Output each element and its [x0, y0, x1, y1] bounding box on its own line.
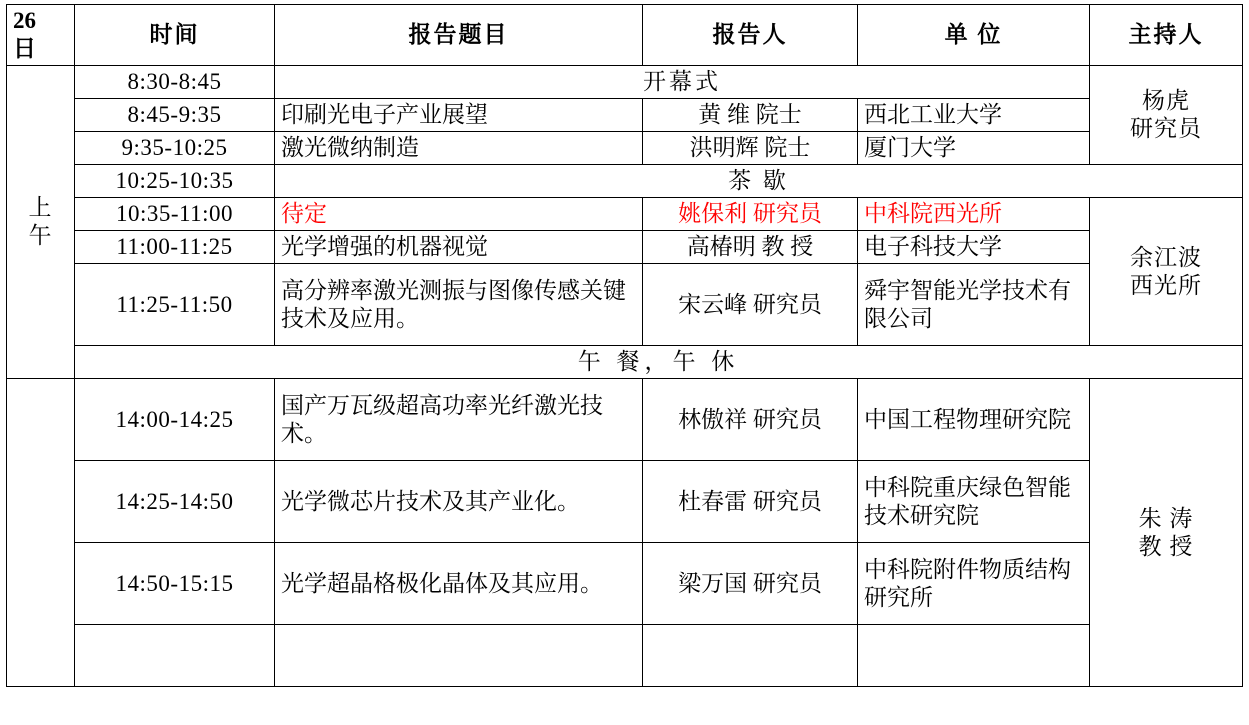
header-chair: 主持人: [1090, 5, 1243, 66]
header-speaker: 报告人: [643, 5, 858, 66]
chair-line1: 杨虎: [1142, 88, 1190, 114]
row-topic: [275, 625, 643, 687]
row-org: 舜宇智能光学技术有限公司: [858, 264, 1090, 346]
table-row: [7, 231, 1243, 264]
session-label-morning-line1: 上: [28, 195, 53, 221]
row-org: 中国工程物理研究院: [858, 379, 1090, 461]
row-org: 中科院附件物质结构研究所: [858, 543, 1090, 625]
table-row-partial: [7, 625, 1243, 687]
row-time: 8:30-8:45: [75, 66, 275, 99]
header-day-line1: 26: [13, 8, 36, 33]
header-day: [7, 5, 75, 66]
row-speaker: 洪明辉 院士: [643, 132, 858, 165]
row-org: 电子科技大学: [858, 231, 1090, 264]
row-org: 西北工业大学: [858, 99, 1090, 132]
row-time: 10:25-10:35: [75, 165, 275, 198]
table-row: [7, 66, 1243, 99]
row-time: 11:00-11:25: [75, 231, 275, 264]
chair-line2: 西光所: [1130, 272, 1202, 298]
row-lunch: 午 餐，午 休: [75, 346, 1243, 379]
row-speaker: 黄 维 院士: [643, 99, 858, 132]
table-row: [7, 264, 1243, 346]
row-org: [858, 625, 1090, 687]
row-time: 14:00-14:25: [75, 379, 275, 461]
chair-line1: 朱 涛: [1138, 505, 1194, 531]
table-row: [7, 99, 1243, 132]
row-chair: [1090, 66, 1243, 165]
session-label-morning-line2: 午: [28, 223, 53, 249]
table-header-row: [7, 5, 1243, 66]
row-time: 10:35-11:00: [75, 198, 275, 231]
row-speaker: 梁万国 研究员: [643, 543, 858, 625]
table-row: [7, 132, 1243, 165]
table-row-tea-break: [7, 165, 1243, 198]
row-org: 厦门大学: [858, 132, 1090, 165]
row-speaker: [643, 625, 858, 687]
table-row-lunch: [7, 346, 1243, 379]
header-topic: 报告题目: [275, 5, 643, 66]
row-topic: 高分辨率激光测振与图像传感关键技术及应用。: [275, 264, 643, 346]
row-org: 中科院西光所: [858, 198, 1090, 231]
row-speaker: 高椿明 教 授: [643, 231, 858, 264]
row-topic: 国产万瓦级超高功率光纤激光技术。: [275, 379, 643, 461]
table-row: [7, 379, 1243, 461]
header-time: 时间: [75, 5, 275, 66]
session-label-morning: [7, 66, 75, 379]
row-org: 中科院重庆绿色智能技术研究院: [858, 461, 1090, 543]
row-topic: 印刷光电子产业展望: [275, 99, 643, 132]
row-speaker: 杜春雷 研究员: [643, 461, 858, 543]
table-row: [7, 461, 1243, 543]
row-time: 14:25-14:50: [75, 461, 275, 543]
row-topic: 光学超晶格极化晶体及其应用。: [275, 543, 643, 625]
table-row: [7, 543, 1243, 625]
session-label-afternoon: [7, 379, 75, 687]
row-speaker: 林傲祥 研究员: [643, 379, 858, 461]
row-time: 8:45-9:35: [75, 99, 275, 132]
row-topic: 待定: [275, 198, 643, 231]
chair-line1: 余江波: [1130, 244, 1202, 270]
row-topic: 激光微纳制造: [275, 132, 643, 165]
chair-line2: 教 授: [1138, 533, 1194, 559]
row-chair: [1090, 379, 1243, 687]
row-time: [75, 625, 275, 687]
header-org: 单 位: [858, 5, 1090, 66]
row-chair: [1090, 198, 1243, 346]
row-tea-break: 茶 歇: [275, 165, 1243, 198]
row-topic: 光学增强的机器视觉: [275, 231, 643, 264]
row-time: 14:50-15:15: [75, 543, 275, 625]
row-topic: 光学微芯片技术及其产业化。: [275, 461, 643, 543]
row-speaker: 宋云峰 研究员: [643, 264, 858, 346]
table-row: [7, 198, 1243, 231]
row-speaker: 姚保利 研究员: [643, 198, 858, 231]
row-time: 11:25-11:50: [75, 264, 275, 346]
header-day-line2: 日: [13, 36, 36, 62]
row-opening: 开幕式: [275, 66, 1090, 99]
row-time: 9:35-10:25: [75, 132, 275, 165]
agenda-table: [6, 4, 1243, 687]
chair-line2: 研究员: [1130, 116, 1202, 142]
